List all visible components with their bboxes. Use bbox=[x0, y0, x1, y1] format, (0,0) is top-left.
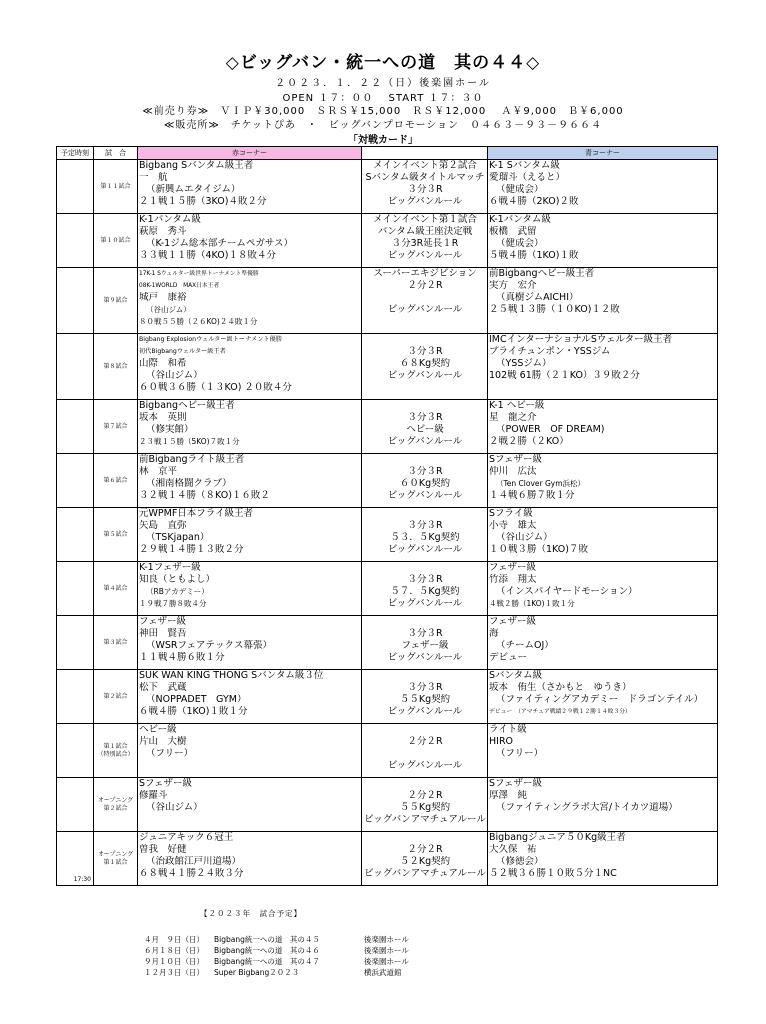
blue-corner-line: （インスパイヤードモーション） bbox=[496, 586, 638, 597]
blue-corner-line: （フリー） bbox=[496, 748, 544, 759]
blue-corner-line: （谷山ジム） bbox=[496, 532, 553, 543]
bout-time bbox=[57, 778, 94, 832]
blue-corner-line: １０戦３勝（1KO)７敗 bbox=[489, 544, 588, 555]
schedule-venue: 後楽園ホール bbox=[364, 935, 409, 944]
blue-corner-line: ４戦２勝（1KO)１敗１分 bbox=[489, 599, 575, 608]
blue-corner-line: 大久保 祐 bbox=[489, 844, 537, 855]
bout-number-text: オープニング bbox=[97, 850, 134, 858]
bout-rules-line: Sバンタム級タイトルマッチ bbox=[365, 172, 485, 183]
blue-corner-line: （YSSジム） bbox=[496, 358, 552, 369]
bout-rules-line bbox=[362, 562, 487, 574]
blue-corner-line: （Ten Clover Gym浜松） bbox=[496, 479, 586, 488]
schedule-event: Bigbang統一への道 其の４７ bbox=[214, 957, 320, 966]
red-corner-line bbox=[138, 814, 361, 826]
schedule-row bbox=[144, 956, 544, 967]
blue-corner-line: 海 bbox=[489, 628, 499, 639]
bout-number bbox=[94, 724, 138, 778]
bout-rules-line: ５７．５Kg契約 bbox=[390, 586, 460, 597]
red-corner-line: ６８戦４１勝２４敗３分 bbox=[139, 868, 244, 879]
bout-time bbox=[57, 400, 94, 454]
bout-rules-line: ３分３R bbox=[407, 628, 443, 639]
red-corner-line: （RBアカデミー） bbox=[146, 587, 209, 596]
blue-corner-line: （健成会） bbox=[496, 184, 544, 195]
bout-number-text: 第５試合 bbox=[103, 530, 128, 538]
bout-rules-line bbox=[362, 778, 487, 790]
schedule-heading: 【２０２３年 試合予定】 bbox=[200, 909, 302, 918]
bout-rules-line: ビッグバンルール bbox=[387, 196, 463, 207]
header-blue-corner: 青コーナー bbox=[488, 147, 718, 160]
blue-corner-line bbox=[488, 760, 717, 772]
bout-time bbox=[57, 832, 94, 886]
bout-rules-line bbox=[362, 724, 487, 736]
red-corner bbox=[138, 334, 362, 400]
bout-number bbox=[94, 832, 138, 886]
red-corner-line: （谷山ジム） bbox=[146, 370, 203, 381]
bout-rules-line bbox=[362, 400, 487, 412]
ticket-sales: ≪販売所≫ チケットぴあ ・ ビッグバンプロモーション ０４６３－９３－９６６４ bbox=[163, 120, 603, 131]
bout-time bbox=[57, 562, 94, 616]
schedule-venue: 横浜武道館 bbox=[364, 968, 402, 977]
red-corner-line: 修羅斗 bbox=[139, 790, 168, 801]
bout-row bbox=[57, 334, 718, 400]
red-corner-line: 片山 大樹 bbox=[139, 736, 187, 747]
bout-rules-line: ２分２R bbox=[407, 844, 443, 855]
bout-rules-line bbox=[362, 670, 487, 682]
red-corner-line: Sフェザー級 bbox=[139, 778, 193, 789]
blue-corner bbox=[488, 454, 718, 508]
bout-number bbox=[94, 160, 138, 214]
bout-rules-line: ５５Kg契約 bbox=[399, 802, 451, 813]
bout-number-sub: 第１試合 bbox=[103, 858, 128, 866]
card-label: 「対戦カード」 bbox=[348, 135, 418, 146]
bout-row bbox=[57, 670, 718, 724]
bout-time bbox=[57, 508, 94, 562]
bout-rules bbox=[362, 160, 488, 214]
bout-number bbox=[94, 214, 138, 268]
bout-rules-line: ３分３R bbox=[407, 346, 443, 357]
blue-corner bbox=[488, 616, 718, 670]
red-corner bbox=[138, 670, 362, 724]
red-corner bbox=[138, 508, 362, 562]
red-corner-line: ２３戦１５勝（5KO)７敗１分 bbox=[139, 437, 240, 446]
event-title: ◇ビッグバン・統一への道 其の４４◇ bbox=[225, 53, 541, 73]
bout-time bbox=[57, 160, 94, 214]
bout-time bbox=[57, 214, 94, 268]
bout-rules bbox=[362, 562, 488, 616]
bout-rules-line: メインイベント第１試合 bbox=[373, 214, 477, 225]
red-corner-line: ３２戦１４勝（８KO)１６敗２ bbox=[139, 490, 270, 501]
bout-time bbox=[57, 616, 94, 670]
bout-rules-line: ビッグバンルール bbox=[387, 544, 463, 555]
bout-rules-line: ビッグバンルール bbox=[387, 706, 463, 717]
red-corner-line: 一 航 bbox=[139, 172, 168, 183]
schedule-venue: 後楽園ホール bbox=[364, 946, 409, 955]
bout-number-text: 第１試合 bbox=[103, 742, 128, 750]
bout-number-text: オープニング bbox=[97, 796, 134, 804]
red-corner bbox=[138, 214, 362, 268]
schedule-venue: 後楽園ホール bbox=[364, 957, 409, 966]
red-corner bbox=[138, 562, 362, 616]
bout-rules-line bbox=[362, 454, 487, 466]
red-corner-line bbox=[138, 760, 361, 772]
bout-rules bbox=[362, 778, 488, 832]
blue-corner-line: （ファイティングラボ大宮/トイカツ道場） bbox=[496, 802, 678, 813]
bout-number bbox=[94, 508, 138, 562]
bout-rules-line: ３分３R bbox=[407, 466, 443, 477]
red-corner-line: K-1フェザー級 bbox=[139, 562, 201, 573]
bout-rules bbox=[362, 724, 488, 778]
event-date: ２０２３．１．２２（日）後楽園ホール bbox=[275, 78, 491, 89]
blue-corner-line: 前Bigbangヘビー級王者 bbox=[489, 268, 595, 279]
bout-time bbox=[57, 268, 94, 334]
blue-corner bbox=[488, 670, 718, 724]
bout-rules-line: ビッグバンルール bbox=[387, 436, 463, 447]
blue-corner bbox=[488, 334, 718, 400]
red-corner-line: ６０戦３６勝（１３KO) ２０敗４分 bbox=[139, 382, 292, 393]
red-corner-line: （WSRフェアテックス幕張） bbox=[146, 640, 272, 651]
red-corner-line: （新興ムエタイジム） bbox=[146, 184, 241, 195]
bout-table bbox=[56, 146, 718, 886]
blue-corner-line: デビュー （アマチュア戦績２９戦１２勝１４敗３分） bbox=[489, 709, 631, 715]
bout-rules-line: ３分3R延長１R bbox=[391, 238, 459, 249]
red-corner-line: 神田 賢吾 bbox=[139, 628, 187, 639]
bout-rules-line: ６８Kg契約 bbox=[399, 358, 451, 369]
blue-corner-line: 102戦 61勝（２１KO）３９敗２分 bbox=[489, 370, 640, 381]
bout-number-sub: （特別試合） bbox=[97, 750, 134, 758]
bout-number-text: 第６試合 bbox=[103, 476, 128, 484]
blue-corner bbox=[488, 562, 718, 616]
blue-corner-line: ライト級 bbox=[489, 724, 527, 735]
header-time: 予定時刻 bbox=[57, 147, 94, 160]
bout-time bbox=[57, 454, 94, 508]
red-corner-line: SUK WAN KING THONG Sバンタム級３位 bbox=[139, 670, 324, 681]
red-corner-line: Bigbangヘビー級王者 bbox=[139, 400, 235, 411]
schedule-row bbox=[144, 934, 544, 945]
bout-rules-line: ビッグバンルール bbox=[387, 250, 463, 261]
bout-number-text: 第１０試合 bbox=[100, 236, 131, 244]
bout-rules-line: ビッグバンルール bbox=[387, 304, 463, 315]
red-corner-line: ２９戦１４勝１３敗２分 bbox=[139, 544, 244, 555]
bout-number-text: 第８試合 bbox=[103, 362, 128, 370]
red-corner-line: ３３戦１１勝（4KO)１８敗４分 bbox=[139, 250, 276, 261]
blue-corner-line: （修徳会） bbox=[496, 856, 544, 867]
red-corner-line: （修実館） bbox=[146, 424, 194, 435]
bout-rules-line bbox=[362, 508, 487, 520]
blue-corner-line: （健成会） bbox=[496, 238, 544, 249]
blue-corner-line: 愛瑠斗（えると） bbox=[489, 172, 566, 183]
bout-rules bbox=[362, 670, 488, 724]
schedule-event: Super Bigbang２０２３ bbox=[214, 968, 300, 977]
red-corner-line: K-1バンタム級 bbox=[139, 214, 201, 225]
bout-number-sub: 第２試合 bbox=[103, 804, 128, 812]
event-open-start: OPEN １７：００ START １７：３０ bbox=[282, 93, 484, 104]
header-mid bbox=[362, 147, 488, 160]
bout-row bbox=[57, 778, 718, 832]
ticket-prices: ≪前売り券≫ ＶＩＰ￥30,000 ＳＲＳ￥15,000 ＲＳ￥12,000 Ａ￥9,000 Ｂ￥6,000 bbox=[142, 106, 624, 117]
bout-rules-line bbox=[362, 334, 487, 346]
bout-rules bbox=[362, 334, 488, 400]
red-corner-line: ジュニアキック６冠王 bbox=[139, 832, 234, 843]
red-corner bbox=[138, 400, 362, 454]
bout-number-text: 第４試合 bbox=[103, 584, 128, 592]
blue-corner-line: 竹添 翔太 bbox=[489, 574, 537, 585]
bout-rules-line: ３分３R bbox=[407, 574, 443, 585]
blue-corner bbox=[488, 508, 718, 562]
red-corner-line: 城戸 康裕 bbox=[139, 292, 187, 303]
bout-rules-line: ５３．５Kg契約 bbox=[390, 532, 460, 543]
bout-rules bbox=[362, 832, 488, 886]
schedule-row bbox=[144, 967, 544, 978]
red-corner bbox=[138, 160, 362, 214]
red-corner-line: ２１戦１５勝（3KO)４敗２分 bbox=[139, 196, 267, 207]
blue-corner-line: HIRO bbox=[489, 736, 514, 747]
bout-row bbox=[57, 562, 718, 616]
bout-rules-line: ビッグバンアマチュアルール bbox=[364, 868, 486, 879]
red-corner-line: ６戦４勝（1KO)１敗１分 bbox=[139, 706, 248, 717]
blue-corner-line bbox=[488, 814, 717, 826]
bout-rules-line: ビッグバンルール bbox=[387, 490, 463, 501]
red-corner-line: （谷山ジム） bbox=[146, 305, 191, 314]
red-corner-line: 坂本 英則 bbox=[139, 412, 187, 423]
red-corner-line: Bigbang Explosionウェルター級トーナメント優勝 bbox=[139, 336, 282, 343]
bout-rules-line: ヘビー級 bbox=[406, 424, 444, 435]
bout-number-text: 第１１試合 bbox=[100, 182, 131, 190]
blue-corner-line: 実方 宏介 bbox=[489, 280, 537, 291]
bout-time bbox=[57, 670, 94, 724]
bout-rules-line: ビッグバンルール bbox=[387, 652, 463, 663]
blue-corner bbox=[488, 400, 718, 454]
bout-rules-line bbox=[362, 748, 487, 760]
bout-rules-line: ビッグバンアマチュアルール bbox=[364, 814, 486, 825]
blue-corner-line: K-1 ヘビー級 bbox=[489, 400, 545, 411]
red-corner-line: （湘南格闘クラブ） bbox=[146, 478, 232, 489]
red-corner-line: （フリー） bbox=[146, 748, 194, 759]
bout-rules-line: ２分２R bbox=[407, 736, 443, 747]
blue-corner-line: ５戦４勝（1KO)１敗 bbox=[489, 250, 579, 261]
bout-rules-line: ５５Kg契約 bbox=[399, 694, 451, 705]
red-corner-line: 初代Bigbangウェルター級王者 bbox=[139, 348, 226, 355]
bout-rules-line: ２分２R bbox=[407, 790, 443, 801]
blue-corner-line: ２戦２勝（２KO） bbox=[489, 436, 569, 447]
bout-rules bbox=[362, 214, 488, 268]
red-corner-line: ８０戦５５勝（２６KO)２４敗１分 bbox=[139, 317, 258, 326]
bout-number bbox=[94, 616, 138, 670]
bout-rules-line bbox=[362, 616, 487, 628]
bout-rules-line: ３分３R bbox=[407, 184, 443, 195]
blue-corner-line: IMCインターナショナルSウェルター級王者 bbox=[489, 334, 673, 345]
bout-row bbox=[57, 508, 718, 562]
bout-time bbox=[57, 334, 94, 400]
blue-corner-line: ５２戦３６勝１０敗５分１NC bbox=[489, 868, 617, 879]
header-red-corner: 赤コーナー bbox=[138, 147, 362, 160]
header-bout: 試 合 bbox=[94, 147, 138, 160]
red-corner-line: （K-1ジム総本部チームペガサス） bbox=[146, 238, 293, 249]
table-header-row bbox=[57, 147, 718, 160]
bout-time bbox=[57, 724, 94, 778]
blue-corner-line: 小寺 雄太 bbox=[489, 520, 537, 531]
bout-rules-line: バンタム級王座決定戦 bbox=[377, 226, 473, 237]
schedule-date: ４月 ９日（日） bbox=[144, 935, 204, 944]
bout-row bbox=[57, 616, 718, 670]
blue-corner-line: ２５戦１３勝（１０KO)１２敗 bbox=[489, 304, 620, 315]
red-corner-line: 曽我 好健 bbox=[139, 844, 187, 855]
schedule-row bbox=[144, 945, 544, 956]
red-corner-line: 08K-1WORLD MAX日本王者 bbox=[139, 283, 220, 289]
bout-rules-line bbox=[362, 292, 487, 304]
blue-corner-line: （ファイティングアカデミー ドラゴンテイル） bbox=[496, 694, 704, 705]
bout-rules-line: フェザー級 bbox=[401, 640, 449, 651]
bout-rules bbox=[362, 616, 488, 670]
red-corner-line: ヘビー級 bbox=[139, 724, 177, 735]
bout-number bbox=[94, 778, 138, 832]
schedule-date: ６月１８日（日） bbox=[144, 946, 204, 955]
blue-corner-line: Sバンタム級 bbox=[489, 670, 543, 681]
bout-rules-line: ビッグバンルール bbox=[387, 760, 463, 771]
bout-rules-line: ビッグバンルール bbox=[387, 598, 463, 609]
blue-corner-line: 坂本 侑生（さかもと ゆうき） bbox=[489, 682, 632, 693]
bout-rules bbox=[362, 454, 488, 508]
bout-row bbox=[57, 454, 718, 508]
bout-rules-line bbox=[362, 832, 487, 844]
blue-corner-line: Bigbangジュニア５０Kg級王者 bbox=[489, 832, 626, 843]
red-corner-line: 知良（ともよし） bbox=[139, 574, 216, 585]
bout-rules-line: ２分２R bbox=[407, 280, 443, 291]
red-corner-line: 林 京平 bbox=[139, 466, 178, 477]
bout-rules bbox=[362, 400, 488, 454]
blue-corner-line: Sフライ級 bbox=[489, 508, 533, 519]
blue-corner bbox=[488, 214, 718, 268]
bout-number bbox=[94, 454, 138, 508]
bout-rules-line: ６０Kg契約 bbox=[399, 478, 451, 489]
schedule-event: Bigbang統一への道 其の４５ bbox=[214, 935, 320, 944]
blue-corner-line: 板橋 武留 bbox=[489, 226, 537, 237]
bout-rules-line: ５２Kg契約 bbox=[399, 856, 451, 867]
red-corner-line: 元WPMF日本フライ級王者 bbox=[139, 508, 253, 519]
bout-number bbox=[94, 562, 138, 616]
red-corner bbox=[138, 832, 362, 886]
blue-corner-line: プライチュンポン・YSSジム bbox=[489, 346, 611, 357]
red-corner bbox=[138, 268, 362, 334]
bout-row bbox=[57, 400, 718, 454]
bout-number-text: 第２試合 bbox=[103, 692, 128, 700]
red-corner bbox=[138, 616, 362, 670]
schedule-date: ９月１０日（日） bbox=[144, 957, 204, 966]
bout-rules bbox=[362, 508, 488, 562]
red-corner-line: Bigbang Sバンタム級王者 bbox=[139, 160, 254, 171]
bout-time-text: 17:30 bbox=[73, 876, 91, 883]
red-corner-line: （治政館江戸川道場） bbox=[146, 856, 242, 867]
bout-rules-line: ３分３R bbox=[407, 412, 443, 423]
blue-corner bbox=[488, 832, 718, 886]
schedule-date: １２月３日（日） bbox=[144, 968, 204, 977]
red-corner-line: 17K-1 Sウェルター級世界トーナメント準優勝 bbox=[139, 271, 259, 277]
blue-corner-line: K-1 Sバンタム級 bbox=[489, 160, 560, 171]
blue-corner-line: 仲川 広汰 bbox=[489, 466, 537, 477]
bout-row bbox=[57, 724, 718, 778]
red-corner-line: フェザー級 bbox=[139, 616, 187, 627]
blue-corner-line: （チームOJ） bbox=[496, 640, 554, 651]
red-corner-line: １９戦７勝８敗４分 bbox=[139, 599, 207, 608]
bout-row bbox=[57, 268, 718, 334]
schedule-event: Bigbang統一への道 其の４６ bbox=[214, 946, 320, 955]
bout-rules-line: メインイベント第２試合 bbox=[373, 160, 477, 171]
red-corner-line: 山際 和希 bbox=[139, 358, 187, 369]
red-corner-line: 松下 武蔵 bbox=[139, 682, 187, 693]
red-corner bbox=[138, 724, 362, 778]
blue-corner-line: （POWER OF DREAM) bbox=[496, 424, 605, 435]
red-corner-line: １１戦４勝６敗１分 bbox=[139, 652, 225, 663]
red-corner-line: 前Bigbangライト級王者 bbox=[139, 454, 245, 465]
bout-number bbox=[94, 670, 138, 724]
bout-rules bbox=[362, 268, 488, 334]
bout-number bbox=[94, 400, 138, 454]
blue-corner bbox=[488, 724, 718, 778]
blue-corner-line: １４戦６勝７敗１分 bbox=[489, 490, 575, 501]
red-corner bbox=[138, 454, 362, 508]
bout-number bbox=[94, 334, 138, 400]
red-corner-line: （TSKjapan） bbox=[146, 532, 210, 543]
blue-corner-line: 厚澤 純 bbox=[489, 790, 528, 801]
bout-row bbox=[57, 832, 718, 886]
blue-corner-line: フェザー級 bbox=[489, 616, 537, 627]
bout-number-text: 第３試合 bbox=[103, 638, 128, 646]
red-corner-line: 矢島 直弥 bbox=[139, 520, 187, 531]
bout-rules-line: ビッグバンルール bbox=[387, 370, 463, 381]
blue-corner-line: （真樹ジムAICHI） bbox=[496, 292, 579, 303]
bout-number-text: 第７試合 bbox=[103, 422, 128, 430]
bout-number-text: 第９試合 bbox=[103, 296, 128, 304]
red-corner bbox=[138, 778, 362, 832]
red-corner-line: 萩原 秀斗 bbox=[139, 226, 187, 237]
bout-row bbox=[57, 214, 718, 268]
blue-corner bbox=[488, 160, 718, 214]
blue-corner-line: 星 龍之介 bbox=[489, 412, 537, 423]
bout-rules-line: ３分３R bbox=[407, 520, 443, 531]
blue-corner-line: ６戦４勝（2KO)２敗 bbox=[489, 196, 579, 207]
blue-corner-line: フェザー級 bbox=[489, 562, 537, 573]
blue-corner-line: Sフェザー級 bbox=[489, 778, 543, 789]
bout-rules-line: ３分３R bbox=[407, 682, 443, 693]
red-corner-line: （谷山ジム） bbox=[146, 802, 203, 813]
blue-corner-line: Sフェザー級 bbox=[489, 454, 543, 465]
blue-corner bbox=[488, 268, 718, 334]
blue-corner bbox=[488, 778, 718, 832]
bout-number bbox=[94, 268, 138, 334]
bout-rules-line: スーパーエキジビション bbox=[373, 268, 477, 279]
blue-corner-line: K-1バンタム級 bbox=[489, 214, 551, 225]
bout-row bbox=[57, 160, 718, 214]
red-corner-line: （NOPPADET GYM） bbox=[146, 694, 247, 705]
blue-corner-line: デビュー bbox=[489, 652, 528, 663]
